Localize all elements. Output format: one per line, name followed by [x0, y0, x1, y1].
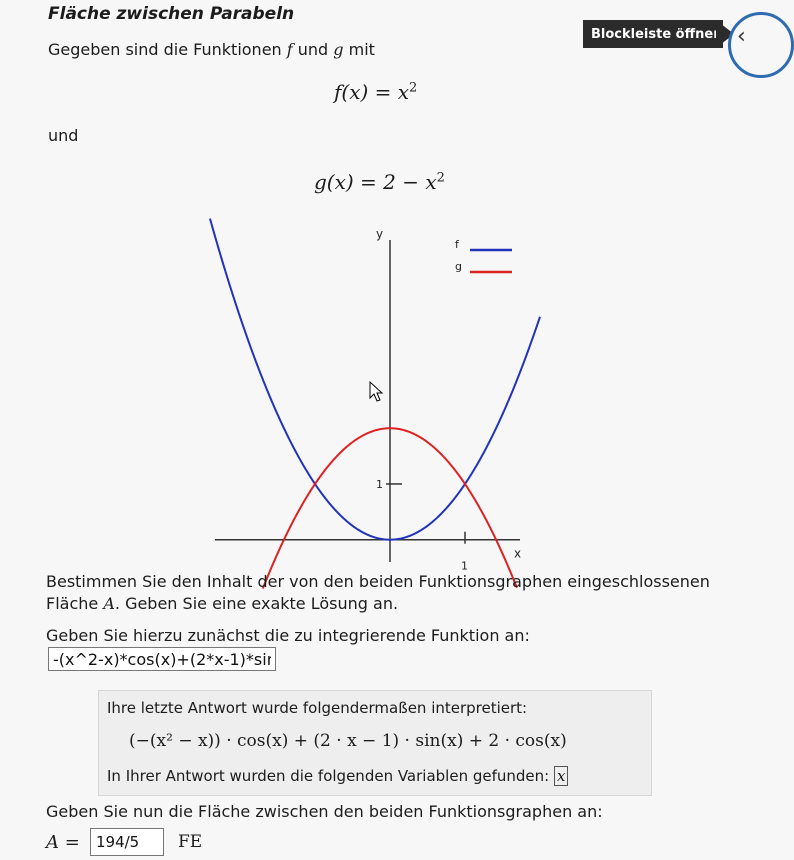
curve-f	[210, 219, 540, 540]
y-axis-label: y	[376, 227, 384, 241]
x-axis-label: x	[514, 546, 522, 561]
variable-badge: x	[554, 766, 568, 786]
area-prompt: Geben Sie nun die Fläche zwischen den beiden Funktionsgraphen an:	[46, 802, 603, 821]
task-line-2: Fläche A. Geben Sie eine exakte Lösung an.	[46, 594, 399, 613]
integrand-input[interactable]	[48, 647, 276, 671]
feedback-heading: Ihre letzte Antwort wurde folgendermaßen interpretiert:	[107, 699, 528, 717]
given-sentence: Gegeben sind die Funktionen f und g mit	[48, 40, 375, 59]
legend-label-g: g	[455, 260, 462, 273]
f-formula: $f(x) = x^2$	[334, 80, 418, 104]
y-tick-label: 1	[376, 477, 383, 491]
task-line-1: Bestimmen Sie den Inhalt der von den beiden Funktionsgraphen eingeschlossenen	[46, 572, 710, 591]
chevron-left-icon[interactable]: ‹	[737, 24, 746, 49]
integrand-prompt: Geben Sie hierzu zunächst die zu integrierende Funktion an:	[46, 626, 530, 645]
page-title: Fläche zwischen Parabeln	[48, 4, 295, 24]
g-formula: $g(x) = 2 - x^2$	[314, 170, 445, 194]
area-unit: FE	[178, 832, 203, 852]
parabola-chart	[210, 222, 540, 573]
area-input[interactable]	[90, 828, 164, 856]
feedback-box	[98, 690, 652, 796]
area-label: A =	[46, 832, 80, 853]
variables-line: In Ihrer Antwort wurden die folgenden Variablen gefunden: x	[107, 767, 568, 785]
legend-label-f: f	[455, 238, 459, 251]
mouse-cursor-icon	[370, 382, 382, 401]
und-text: und	[48, 126, 79, 145]
interpreted-formula: (−(x² − x)) · cos(x) + (2 · x − 1) · sin(x) + 2 · cos(x)	[129, 731, 567, 751]
x-tick-label: 1	[461, 559, 468, 573]
open-block-sidebar-button[interactable]: Blockleiste öffnen	[583, 20, 723, 48]
